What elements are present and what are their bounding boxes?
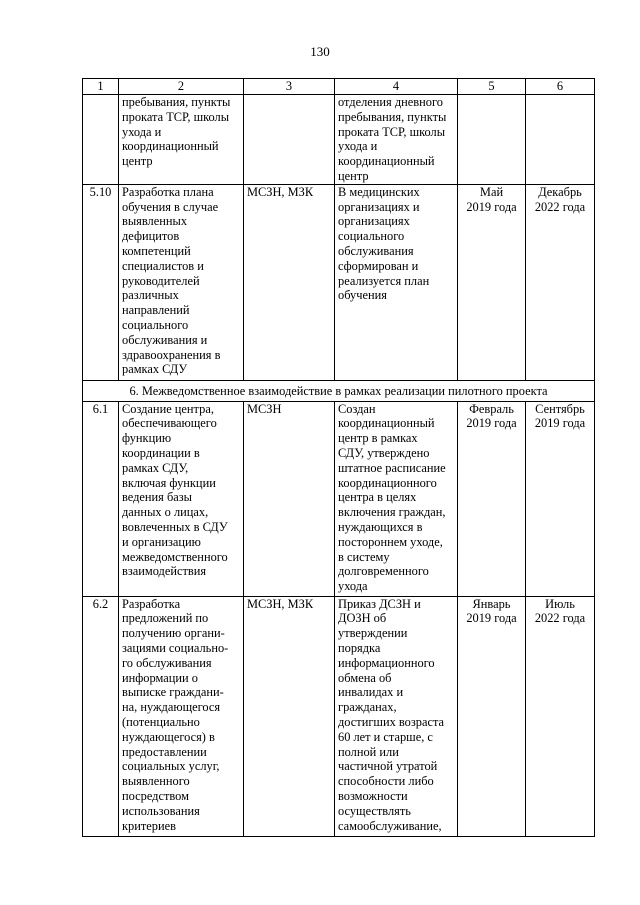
page-number: 130 bbox=[310, 44, 330, 59]
row-result: Приказ ДСЗН и ДОЗН об утверждении порядка информационного обмена об инвалидах и гражданах, достигших возраста 60 лет и старше, с полной или частичной утратой способности либо возможности осуществлять самообслуживание, bbox=[335, 596, 458, 836]
header-col-4: 4 bbox=[335, 79, 458, 95]
row-result: Создан координационный центр в рамках СДУ, утверждено штатное расписание координационного центра в целях включения граждан, нуждающихся в постороннем уходе, в систему долговременного ухода bbox=[335, 401, 458, 596]
table-row bbox=[83, 596, 595, 836]
row-start: Май 2019 года bbox=[458, 184, 526, 380]
header-col-5: 5 bbox=[458, 79, 526, 95]
row-start bbox=[458, 95, 526, 185]
header-col-2: 2 bbox=[119, 79, 244, 95]
row-end bbox=[526, 95, 595, 185]
row-number: 6.2 bbox=[83, 596, 119, 836]
row-result: В медицинских организациях и организациях социального обслуживания сформирован и реализуется план обучения bbox=[335, 184, 458, 380]
table-row bbox=[83, 95, 595, 185]
row-executors: МСЗН, МЗК bbox=[244, 184, 335, 380]
header-col-3: 3 bbox=[244, 79, 335, 95]
row-executors: МСЗН, МЗК bbox=[244, 596, 335, 836]
section-row bbox=[83, 380, 595, 401]
row-start: Январь 2019 года bbox=[458, 596, 526, 836]
row-result: отделения дневного пребывания, пункты проката ТСР, школы ухода и координационный центр bbox=[335, 95, 458, 185]
section-title: 6. Межведомственное взаимодействие в рамках реализации пилотного проекта bbox=[83, 380, 595, 401]
row-activity: пребывания, пункты проката ТСР, школы ухода и координационный центр bbox=[119, 95, 244, 185]
row-end: Декабрь 2022 года bbox=[526, 184, 595, 380]
table-header-row bbox=[83, 79, 595, 95]
row-end: Июль 2022 года bbox=[526, 596, 595, 836]
header-col-1: 1 bbox=[83, 79, 119, 95]
row-activity: Создание центра, обеспечивающего функцию координации в рамках СДУ, включая функции ведения базы данных о лицах, вовлеченных в СДУ и организацию межведомственного взаимодействия bbox=[119, 401, 244, 596]
row-number: 6.1 bbox=[83, 401, 119, 596]
row-number: 5.10 bbox=[83, 184, 119, 380]
row-executors bbox=[244, 95, 335, 185]
row-end: Сентябрь 2019 года bbox=[526, 401, 595, 596]
row-number bbox=[83, 95, 119, 185]
row-executors: МСЗН bbox=[244, 401, 335, 596]
row-start: Февраль 2019 года bbox=[458, 401, 526, 596]
row-activity: Разработка плана обучения в случае выявленных дефицитов компетенций специалистов и руководителей различных направлений социального обслуживания и здравоохранения в рамках СДУ bbox=[119, 184, 244, 380]
row-activity: Разработка предложений по получению органи- зациями социально- го обслуживания информации о выписке граждани- на, нуждающегося (потенциально нуждающегося) в предоставлении социальных услуг, выявленного посредством использования критериев bbox=[119, 596, 244, 836]
header-col-6: 6 bbox=[526, 79, 595, 95]
table-row bbox=[83, 401, 595, 596]
plan-table bbox=[82, 78, 595, 837]
table-row bbox=[83, 184, 595, 380]
